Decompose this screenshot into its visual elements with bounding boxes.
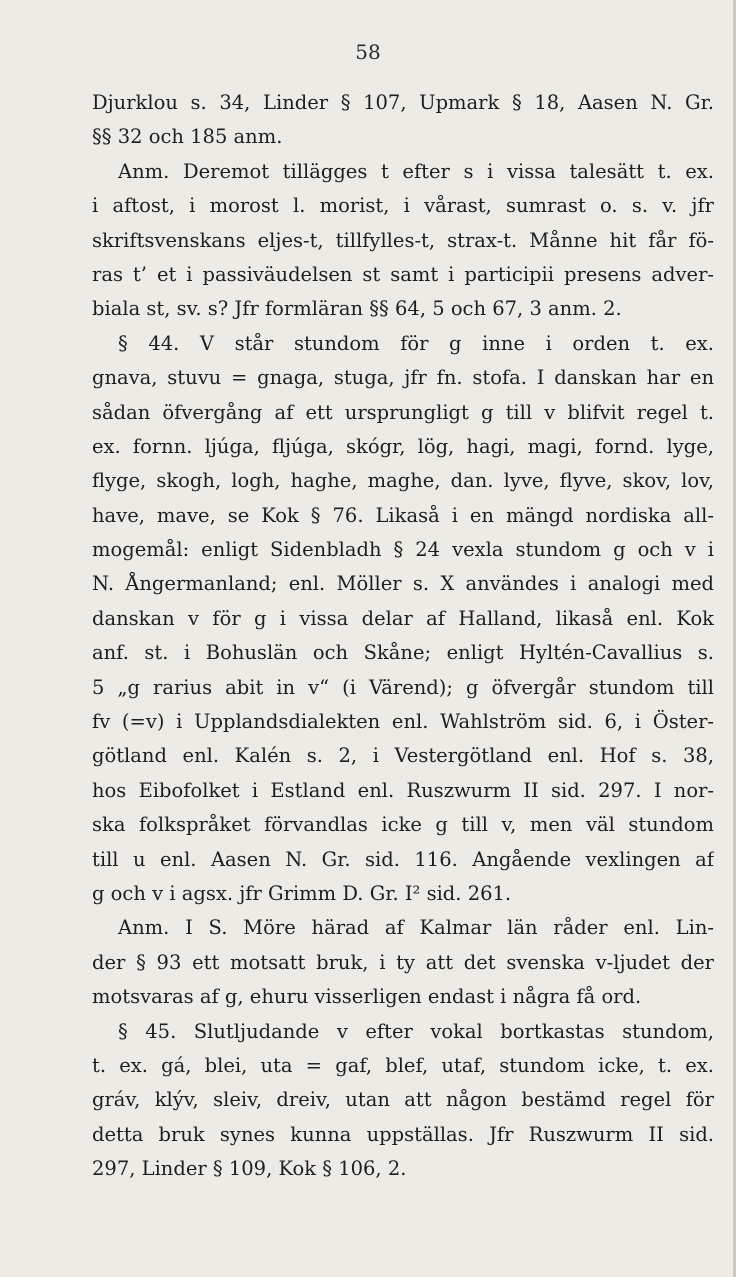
text-line: § 44. V står stundom för g inne i orden t. ex.	[118, 331, 714, 355]
text-line: 297, Linder § 109, Kok § 106, 2.	[92, 1157, 407, 1181]
text-line: N. Ångermanland; enl. Möller s. X användes i analogi med	[92, 572, 714, 596]
text-line: anf. st. i Bohuslän och Skåne; enligt Hyltén-Cavallius s.	[92, 641, 714, 665]
text-line: Anm. Deremot tillägges t efter s i vissa talesätt t. ex.	[118, 159, 714, 183]
text-line: till u enl. Aasen N. Gr. sid. 116. Angående vexlingen af	[92, 847, 714, 871]
text-line: ras t’ et i passiväudelsen st samt i participii presens adver-	[92, 262, 714, 286]
text-line: gnava, stuvu = gnaga, stuga, jfr fn. stofa. I danskan har en	[92, 366, 714, 390]
text-line: flyge, skogh, logh, haghe, maghe, dan. lyve, flyve, skov, lov,	[92, 469, 714, 493]
text-line: götland enl. Kalén s. 2, i Vestergötland enl. Hof s. 38,	[92, 744, 714, 768]
text-line: have, mave, se Kok § 76. Likaså i en mängd nordiska all-	[92, 503, 714, 527]
text-line: § 45. Slutljudande v efter vokal bortkastas stundom,	[118, 1019, 714, 1043]
text-line: biala st, sv. s? Jfr formläran §§ 64, 5 och 67, 3 anm. 2.	[92, 297, 622, 321]
text-line: §§ 32 och 185 anm.	[92, 125, 283, 149]
text-line: danskan v för g i vissa delar af Halland, likaså enl. Kok	[92, 606, 714, 630]
text-line: der § 93 ett motsatt bruk, i ty att det svenska v-ljudet der	[92, 950, 714, 974]
text-line: detta bruk synes kunna uppställas. Jfr Ruszwurm II sid.	[92, 1122, 714, 1146]
text-line: hos Eibofolket i Estland enl. Ruszwurm II sid. 297. I nor-	[92, 778, 714, 802]
text-line: skriftsvenskans eljes-t, tillfylles-t, strax-t. Månne hit får fö-	[92, 228, 714, 252]
body-text	[92, 86, 714, 1187]
text-line: ska folkspråket förvandlas icke g till v, men väl stundom	[92, 813, 714, 837]
text-line: Anm. I S. Möre härad af Kalmar län råder enl. Lin-	[118, 916, 714, 940]
text-line: g och v i agsx. jfr Grimm D. Gr. I² sid. 261.	[92, 881, 512, 905]
text-line: motsvaras af g, ehuru visserligen endast i några få ord.	[92, 985, 642, 1009]
text-line: t. ex. gá, blei, uta = gaf, blef, utaf, stundom icke, t. ex.	[92, 1053, 714, 1077]
text-line: fv (=v) i Upplandsdialekten enl. Wahlström sid. 6, i Öster-	[92, 710, 714, 734]
text-line: gráv, klýv, sleiv, dreiv, utan att någon bestämd regel för	[92, 1088, 714, 1112]
text-line: ex. fornn. ljúga, fljúga, skógr, lög, hagi, magi, fornd. lyge,	[92, 434, 714, 458]
text-line: 5 „g rarius abit in v“ (i Värend); g öfvergår stundom till	[92, 675, 714, 699]
text-line: mogemål: enligt Sidenbladh § 24 vexla stundom g och v i	[92, 538, 714, 562]
text-line: i aftost, i morost l. morist, i vårast, sumrast o. s. v. jfr	[92, 194, 714, 218]
text-line: sådan öfvergång af ett ursprungligt g till v blifvit regel t.	[92, 400, 714, 424]
page-number: 58	[355, 40, 381, 64]
text-line: Djurklou s. 34, Linder § 107, Upmark § 18, Aasen N. Gr.	[92, 91, 714, 114]
